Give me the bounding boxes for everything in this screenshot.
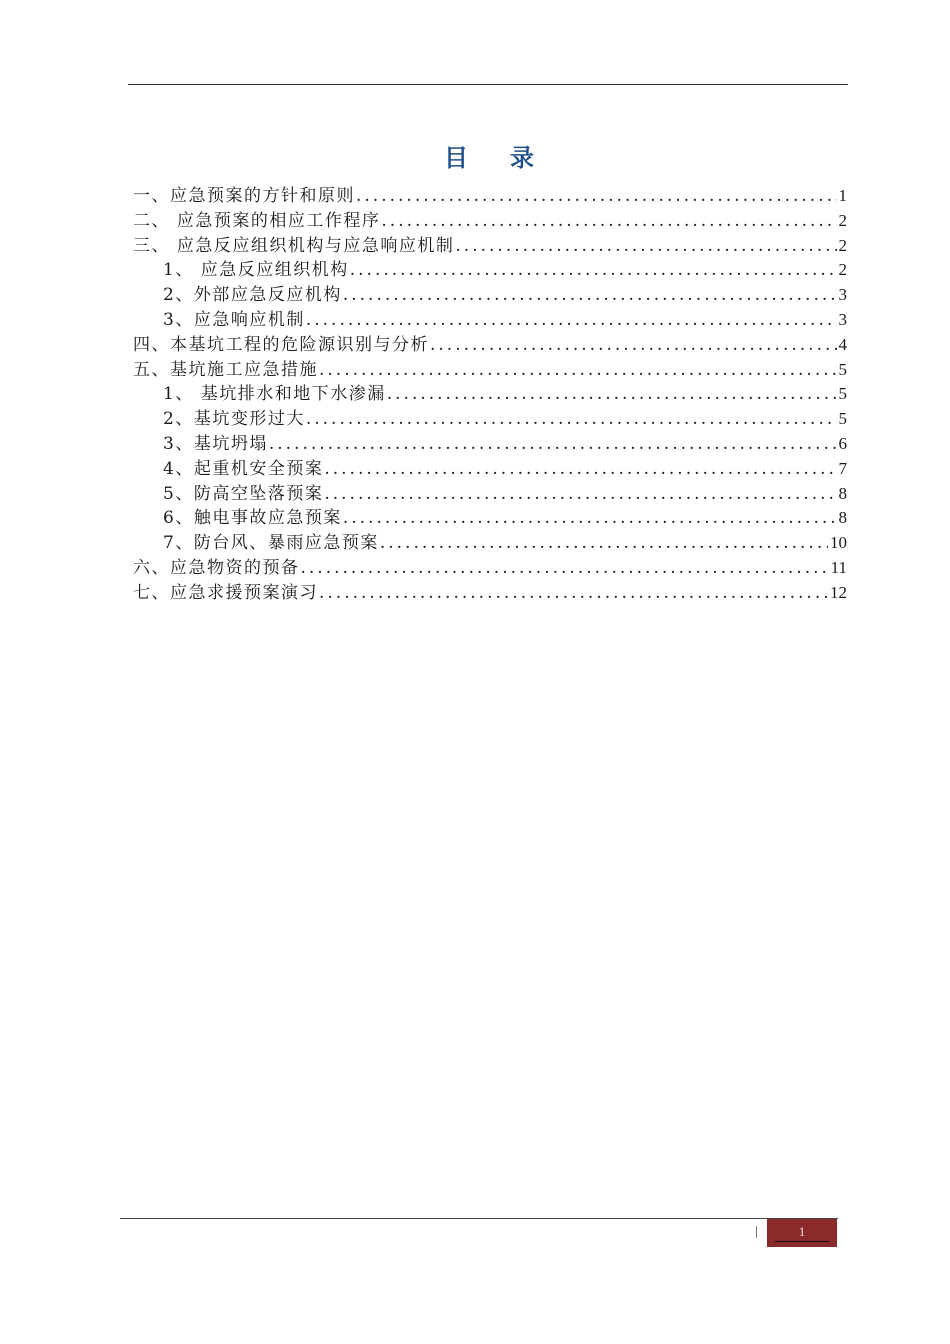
toc-entry-label: 7、防台风、暴雨应急预案: [163, 533, 379, 554]
toc-dot-leader: [319, 358, 837, 383]
toc-entry-label: 4、起重机安全预案: [163, 458, 324, 479]
toc-entry[interactable]: [133, 184, 847, 209]
footer-rule: [120, 1218, 838, 1219]
toc-entry[interactable]: [133, 407, 847, 432]
toc-entry-page: 2: [838, 235, 847, 255]
toc-entry[interactable]: [133, 358, 847, 383]
toc-entry-label: 1、 基坑排水和地下水渗漏: [163, 384, 386, 405]
toc-entry-label: 5、防高空坠落预案: [163, 483, 324, 504]
toc-entry[interactable]: [133, 506, 847, 531]
toc-dot-leader: [356, 184, 837, 209]
toc-entry-label: 一、应急预案的方针和原则: [133, 186, 355, 206]
toc-entry-label: 2、外部应急反应机构: [163, 285, 342, 306]
toc-entry[interactable]: [133, 258, 847, 283]
footer-separator: [756, 1226, 757, 1238]
toc-entry-label: 6、触电事故应急预案: [163, 508, 342, 529]
toc-dot-leader: [306, 308, 837, 333]
toc-entry[interactable]: [133, 581, 847, 606]
toc-entry-page: 5: [838, 409, 847, 429]
toc-entry-page: 10: [830, 533, 847, 553]
toc-entry-label: 3、基坑坍塌: [163, 433, 268, 454]
toc-entry-page: 5: [838, 384, 847, 404]
toc-dot-leader: [343, 283, 837, 308]
toc-dot-leader: [324, 457, 836, 482]
toc-entry[interactable]: [133, 209, 847, 234]
toc-dot-leader: [319, 581, 828, 606]
toc-entry-page: 5: [838, 359, 847, 379]
toc-entry-label: 2、基坑变形过大: [163, 409, 305, 430]
toc-entry-label: 1、 应急反应组织机构: [163, 260, 349, 281]
toc-entry-label: 3、应急响应机制: [163, 309, 305, 330]
toc-entry[interactable]: [133, 382, 847, 407]
toc-dot-leader: [324, 482, 836, 507]
toc-title-char-2: 录: [510, 143, 536, 172]
page-number: 1: [775, 1223, 829, 1242]
toc-dot-leader: [301, 556, 829, 581]
toc-dot-leader: [350, 258, 837, 283]
toc-entry[interactable]: [133, 234, 847, 259]
page-number-badge: [767, 1219, 837, 1247]
toc-entry[interactable]: [133, 333, 847, 358]
toc-entry-label: 三、 应急反应组织机构与应急响应机制: [133, 235, 455, 256]
toc-dot-leader: [306, 407, 837, 432]
header-rule: [128, 84, 848, 85]
table-of-contents: [133, 184, 847, 606]
toc-dot-leader: [380, 531, 828, 556]
toc-dot-leader: [455, 234, 836, 259]
toc-dot-leader: [381, 209, 836, 234]
toc-entry-label: 二、 应急预案的相应工作程序: [133, 210, 381, 231]
toc-entry[interactable]: [133, 531, 847, 556]
toc-entry[interactable]: [133, 556, 847, 581]
toc-entry-label: 七、应急求援预案演习: [133, 582, 318, 603]
toc-entry[interactable]: [133, 482, 847, 507]
toc-entry-label: 四、本基坑工程的危险源识别与分析: [133, 334, 429, 355]
toc-entry[interactable]: [133, 432, 847, 457]
toc-entry-page: 1: [838, 186, 847, 205]
toc-title-char-1: 目: [444, 143, 470, 172]
toc-entry-label: 六、应急物资的预备: [133, 557, 300, 578]
toc-entry-page: 8: [838, 483, 847, 503]
toc-entry[interactable]: [133, 308, 847, 333]
toc-entry-page: 7: [838, 458, 847, 478]
toc-entry-page: 6: [838, 433, 847, 453]
toc-dot-leader: [269, 432, 837, 457]
toc-entry-label: 五、基坑施工应急措施: [133, 359, 318, 380]
toc-title: [0, 138, 950, 173]
toc-entry-page: 12: [830, 582, 847, 602]
toc-entry[interactable]: [133, 457, 847, 482]
toc-entry[interactable]: [133, 283, 847, 308]
toc-entry-page: 3: [838, 285, 847, 305]
toc-dot-leader: [430, 333, 837, 358]
toc-entry-page: 2: [838, 210, 847, 230]
toc-dot-leader: [387, 382, 837, 407]
toc-entry-page: 11: [830, 557, 847, 577]
toc-entry-page: 2: [838, 260, 847, 280]
toc-dot-leader: [343, 506, 837, 531]
toc-entry-page: 8: [838, 508, 847, 528]
toc-entry-page: 4: [838, 334, 847, 354]
toc-entry-page: 3: [838, 309, 847, 329]
